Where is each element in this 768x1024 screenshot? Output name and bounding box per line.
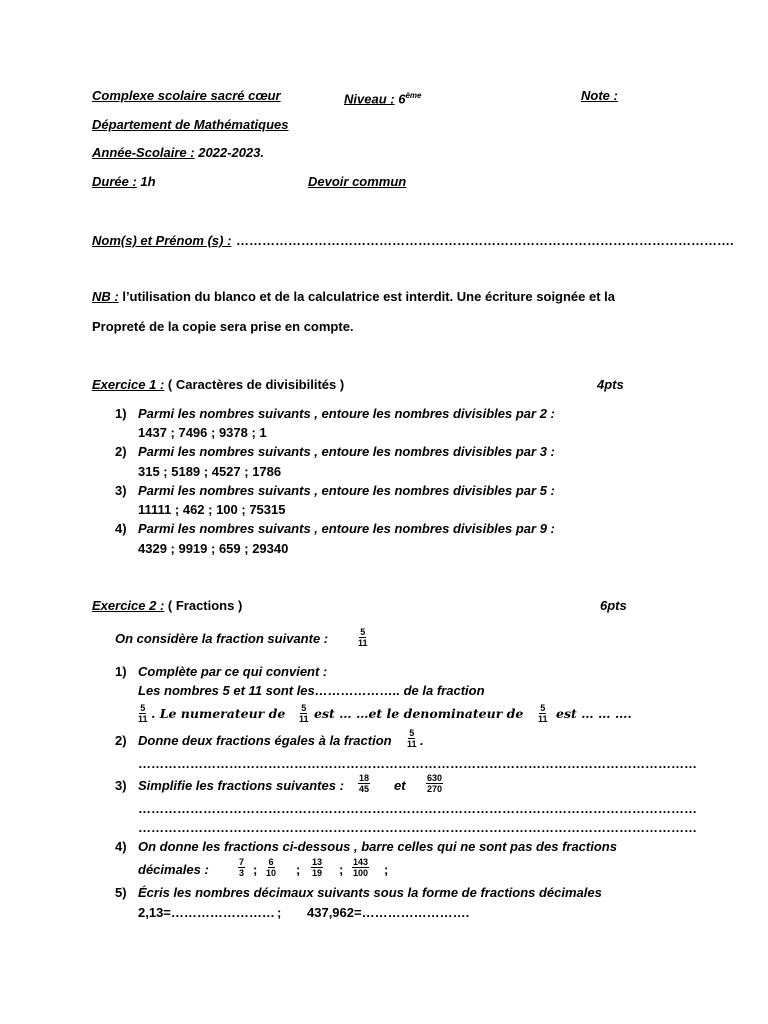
- ex1-subtitle: ( Caractères de divisibilités ): [164, 377, 345, 392]
- ex1-q3-num: 3): [115, 483, 127, 498]
- ex1-q1-text: Parmi les nombres suivants , entoure les nombres divisibles par 2 :: [138, 406, 555, 421]
- nb-label: NB :: [92, 289, 119, 304]
- level-label: Niveau :: [344, 91, 395, 107]
- q1-fraction-2: $\frac{5}{11}$: [299, 703, 309, 724]
- duration-label: Durée :: [92, 174, 137, 189]
- ex2-heading: [92, 598, 242, 614]
- note-label: Note :: [581, 88, 618, 103]
- ex1-q1-values: 1437 ; 7496 ; 9378 ; 1: [138, 425, 267, 440]
- q3-et: et: [394, 778, 406, 793]
- q5-item-b: 437,962=…………………….: [307, 905, 470, 920]
- q4-fraction-2: $\frac{6}{10}$: [266, 857, 277, 878]
- ex1-q2-values: 315 ; 5189 ; 4527 ; 1786: [138, 464, 282, 479]
- ex2-q3-num: 3): [115, 778, 127, 793]
- school-year: [92, 145, 264, 161]
- duration: [92, 174, 156, 190]
- ex2-q4-num: 4): [115, 839, 127, 854]
- year-label: Année-Scolaire :: [92, 145, 195, 160]
- ex1-q1-num: 1): [115, 406, 127, 421]
- q4-sep-3: ;: [339, 862, 344, 877]
- ex1-q2-text: Parmi les nombres suivants , entoure les nombres divisibles par 3 :: [138, 444, 555, 459]
- ex2-q1-text: Complète par ce qui convient :: [138, 664, 328, 679]
- q4-line2: décimales :: [138, 862, 209, 877]
- ex1-points: 4pts: [597, 377, 624, 392]
- q3-answer-line-1: …………………………………………………………………………………………………………………: [138, 801, 697, 816]
- q4-fraction-1: $\frac{7}{3}$: [239, 857, 245, 878]
- q4-sep-1: ;: [253, 862, 258, 877]
- q4-sep-4: ;: [384, 862, 389, 877]
- year-value: 2022-2023.: [198, 145, 264, 160]
- q1-math-c: est … … ….: [556, 706, 632, 721]
- q2-answer-line: …………………………………………………………………………………………………………………: [138, 756, 697, 771]
- ex2-q4-text: On donne les fractions ci-dessous , barre celles qui ne sont pas des fractions: [138, 839, 617, 854]
- exam-title: Devoir commun: [308, 174, 407, 189]
- ex1-q3-text: Parmi les nombres suivants , entoure les nombres divisibles par 5 :: [138, 483, 555, 498]
- name-dots: …………………………………………………………………………………………………….: [236, 233, 734, 248]
- ex2-q5-num: 5): [115, 885, 127, 900]
- ex1-q3-values: 11111 ; 462 ; 100 ; 75315: [138, 502, 286, 517]
- nb-line-2: Propreté de la copie sera prise en compte.: [92, 319, 354, 334]
- ex1-heading: [92, 377, 344, 393]
- q1-fraction-3: $\frac{5}{11}$: [538, 703, 548, 724]
- nb-text-1: l’utilisation du blanco et de la calculatrice est interdit. Une écriture soignée et la: [118, 289, 616, 304]
- q2-fraction: $\frac{5}{11}$: [407, 728, 417, 749]
- nb-line-1: [92, 289, 615, 305]
- ex2-subtitle: ( Fractions ): [164, 598, 243, 613]
- ex2-q5-text: Écris les nombres décimaux suivants sous la forme de fractions décimales: [138, 885, 602, 900]
- ex2-q2-text: Donne deux fractions égales à la fraction: [138, 733, 392, 748]
- q1-math-b: est … …et le denominateur de: [314, 706, 524, 721]
- q3-fraction-1: $\frac{18}{45}$: [359, 773, 370, 794]
- ex1-q4-num: 4): [115, 521, 127, 536]
- q5-item-a: 2,13=……………………: [138, 905, 275, 920]
- name-field: [92, 233, 231, 249]
- ex2-intro: On considère la fraction suivante :: [115, 631, 329, 646]
- ex2-points: 6pts: [600, 598, 627, 613]
- ex2-q3-text: Simplifie les fractions suivantes :: [138, 778, 344, 793]
- level-sup: ème: [405, 91, 422, 100]
- q5-sep: ;: [277, 905, 282, 920]
- q4-fraction-3: $\frac{13}{19}$: [312, 857, 323, 878]
- ex1-q2-num: 2): [115, 444, 127, 459]
- q3-fraction-2: $\frac{630}{270}$: [427, 773, 443, 794]
- ex1-q4-values: 4329 ; 9919 ; 659 ; 29340: [138, 541, 289, 556]
- ex1-q4-text: Parmi les nombres suivants , entoure les nombres divisibles par 9 :: [138, 521, 555, 536]
- q2-period: .: [420, 733, 424, 748]
- ex1-title: Exercice 1 :: [92, 377, 165, 392]
- ex2-q2-num: 2): [115, 733, 127, 748]
- q4-sep-2: ;: [296, 862, 301, 877]
- q1-math-a: . Le numerateur de: [151, 706, 286, 721]
- ex2-title: Exercice 2 :: [92, 598, 165, 613]
- intro-fraction: $\frac{5}{11}$: [358, 627, 368, 648]
- level: [344, 88, 421, 107]
- ex2-q1-num: 1): [115, 664, 127, 679]
- department: Département de Mathématiques: [92, 117, 289, 132]
- ex2-q1-line2: Les nombres 5 et 11 sont les……………….. de la fraction: [138, 683, 485, 698]
- duration-value: 1h: [140, 174, 156, 189]
- school-name: Complexe scolaire sacré cœur: [92, 88, 281, 103]
- q1-fraction-1: $\frac{5}{11}$: [138, 703, 148, 724]
- q4-fraction-4: $\frac{143}{100}$: [353, 857, 369, 878]
- level-value: 6: [398, 91, 406, 107]
- name-label: Nom(s) et Prénom (s) :: [92, 233, 232, 248]
- q3-answer-line-2: …………………………………………………………………………………………………………………: [138, 820, 697, 835]
